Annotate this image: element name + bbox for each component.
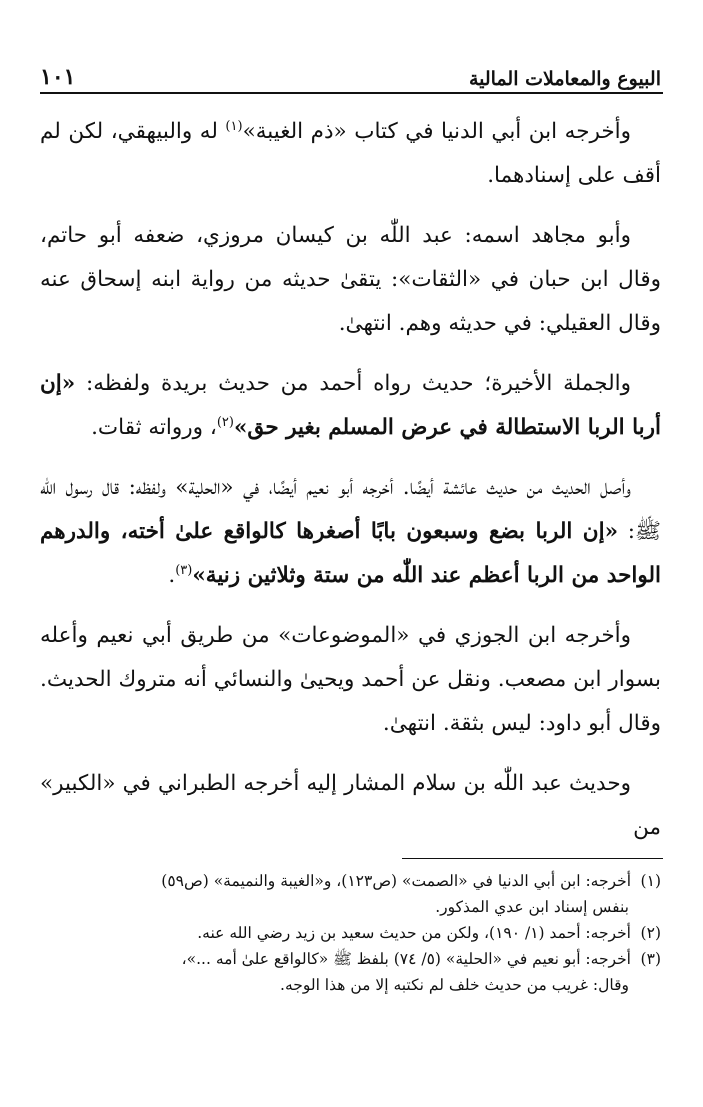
footnote-1-continuation: بنفس إسناد ابن عدي المذكور.: [435, 898, 629, 916]
paragraph-4: وأصل الحديث من حديث عائشة أيضًا. أخرجه أبو نعيم أيضًا، في «الحلية» ولفظه: قال رسول اللّٰه ﷺ: «إن الربا بضع وسبعون بابًا أصغرها كالواقع علىٰ أخته، والدرهم الواحد من الربا أعظم عند اللّٰه من ستة وثلاثين زنية»$^{(٣)}$.: [40, 475, 662, 588]
footnote-3: (٣)أخرجه: أبو نعيم في «الحلية» (٥/ ٧٤) بلفظ ﷺ «كالواقع علىٰ أمه ...»،: [181, 950, 661, 968]
page-number: ١٠١: [40, 64, 76, 90]
footnote-marker-2: (٢): [216, 414, 234, 430]
footnote-marker-3: (٣): [175, 562, 193, 578]
running-title: البيوع والمعاملات المالية: [468, 68, 661, 90]
paragraph-6: وحديث عبد اللّٰه بن سلام المشار إليه أخرجه الطبراني في «الكبير» من: [40, 771, 661, 840]
footnote-1: (١)أخرجه: ابن أبي الدنيا في «الصمت» (ص١٢٣)، و«الغيبة والنميمة» (ص٥٩): [161, 872, 661, 890]
footnotes: [40, 868, 661, 998]
paragraph-1: وأخرجه ابن أبي الدنيا في كتاب «ذم الغيبة»$^{(١)}$ له والبيهقي، لكن لم أقف على إسناده‍ما.: [40, 118, 661, 188]
paragraph-5: وأخرجه ابن الجوزي في «الموضوعات» من طريق أبي نعيم وأعله بسوار ابن مصعب. ونقل عن أحمد ويحيىٰ والنسائي أنه متروك الحديث. وقال أبو داود: ليس بثقة. انتهىٰ.: [40, 623, 661, 736]
hadith-quote: «إن الربا بضع وسبعون بابًا أصغرها كالواقع علىٰ أخته، والدرهم الواحد من الربا أعظم عند اللّٰه من ستة وثلاثين زنية»: [40, 519, 661, 588]
footnote-separator: [402, 858, 663, 859]
paragraph-2: وأبو مجاهد اسمه: عبد اللّٰه بن كيسان مروزي، ضعفه أبو حاتم، وقال ابن حبان في «الثقات»: يتقىٰ حديثه من رواية ابنه إسحاق عنه وقال العقيلي: في حديثه وهم. انتهىٰ.: [40, 223, 661, 336]
main-text: [40, 110, 661, 866]
footnote-marker-1: (١): [225, 118, 243, 134]
page-header: [40, 58, 661, 90]
footnote-2: (٢)أخرجه: أحمد (١/ ١٩٠)، ولكن من حديث سعيد بن زيد رضي الله عنه.: [197, 924, 661, 942]
hadith-quote: «إن أربا الربا الاستطالة في عرض المسلم بغير حق»: [40, 371, 661, 440]
header-rule: [40, 92, 663, 94]
paragraph-3: والجملة الأخيرة؛ حديث رواه أحمد من حديث بريدة ولفظه: «إن أربا الربا الاستطالة في عرض المسلم بغير حق»$^{(٢)}$، ورواته ثقات.: [40, 371, 661, 440]
footnote-3-continuation: وقال: غريب من حديث خلف لم نكتبه إلا من هذا الوجه.: [280, 976, 629, 994]
